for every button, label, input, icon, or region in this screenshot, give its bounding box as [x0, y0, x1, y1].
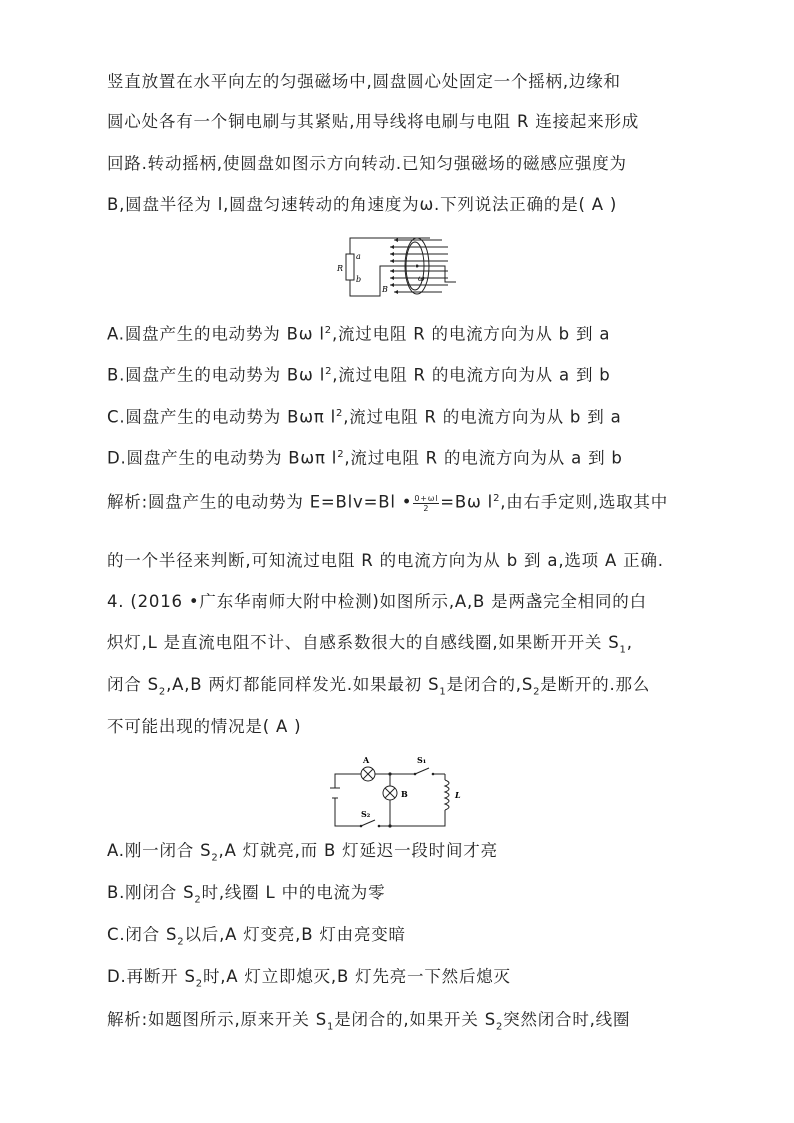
label-lamp-B: B [401, 789, 408, 799]
label-S2: S₂ [361, 809, 371, 819]
p4-analysis-line-1: 解析:如题图所示,原来开关 $S_1$是闭合的,如果开关 $S_2$突然闭合时,线圈 [107, 1010, 631, 1033]
p4-option-a: A.刚一闭合 $S_2,A$ 灯就亮,而 B 灯延迟一段时间才亮 [107, 841, 498, 864]
p3-analysis-line-1: 解析:圆盘产生的电动势为 E=Blv=Bl • $\frac{0+\omega l}{2}$ =Bω $l^2$,由右手定则,选取其中 [107, 492, 669, 513]
p3-stem-line-2: 圆心处各有一个铜电刷与其紧贴,用导线将电刷与电阻 R 连接起来形成 [107, 112, 640, 131]
p4-stem-line-2: 炽灯,L 是直流电阻不计、自感系数很大的自感线圈,如果断开开关 $S_1$, [107, 633, 633, 656]
p4-stem-line-3: 闭合 $S_2,A,B$ 两灯都能同样发光.如果最初 $S_1$是闭合的$,S_2$是断开的.那么 [107, 675, 651, 698]
p4-stem-line-4: 不可能出现的情况是( A ) [107, 717, 302, 736]
p3-option-b: B.圆盘产生的电动势为 Bω $l^2$,流过电阻 R 的电流方向为从 a 到 b [107, 365, 611, 385]
p3-stem-line-4: B,圆盘半径为 l,圆盘匀速转动的角速度为ω.下列说法正确的是( A ) [107, 195, 618, 214]
fraction: $\frac{0+\omega l}{2}$ [414, 493, 439, 513]
label-a: a [356, 252, 361, 261]
label-S1: S₁ [417, 755, 427, 765]
p3-stem-line-3: 回路.转动摇柄,使圆盘如图示方向转动.已知匀强磁场的磁感应强度为 [107, 154, 627, 173]
p4-option-b: B.刚闭合 $S_2$时,线圈 L 中的电流为零 [107, 883, 386, 906]
p3-option-d: D.圆盘产生的电动势为 Bωπ $l^2$,流过电阻 R 的电流方向为从 a 到 b [107, 448, 623, 468]
p3-option-c: C.圆盘产生的电动势为 Bωπ $l^2$,流过电阻 R 的电流方向为从 b 到 a [107, 407, 622, 427]
label-R: R [337, 264, 344, 273]
p3-analysis-line-2: 的一个半径来判断,可知流过电阻 R 的电流方向为从 b 到 a,选项 A 正确. [107, 551, 664, 570]
label-omega: ω [418, 274, 425, 283]
label-B-field: B [382, 285, 388, 294]
label-b: b [356, 275, 362, 284]
p4-option-d: D.再断开 $S_2$时,A 灯立即熄灭,B 灯先亮一下然后熄灭 [107, 967, 511, 990]
p4-option-c: C.闭合 $S_2$以后,A 灯变亮,B 灯由亮变暗 [107, 925, 406, 948]
p3-option-a: A.圆盘产生的电动势为 Bω $l^2$,流过电阻 R 的电流方向为从 b 到 a [107, 324, 611, 344]
lamp-inductor-circuit-figure [325, 748, 470, 830]
label-L: L [455, 790, 461, 800]
disc-generator-figure [330, 230, 470, 302]
label-lamp-A: A [363, 755, 370, 765]
p3-stem-line-1: 竖直放置在水平向左的匀强磁场中,圆盘圆心处固定一个摇柄,边缘和 [107, 72, 621, 91]
p4-stem-line-1: 4. (2016 •广东华南师大附中检测)如图所示,A,B 是两盏完全相同的白 [107, 592, 647, 611]
